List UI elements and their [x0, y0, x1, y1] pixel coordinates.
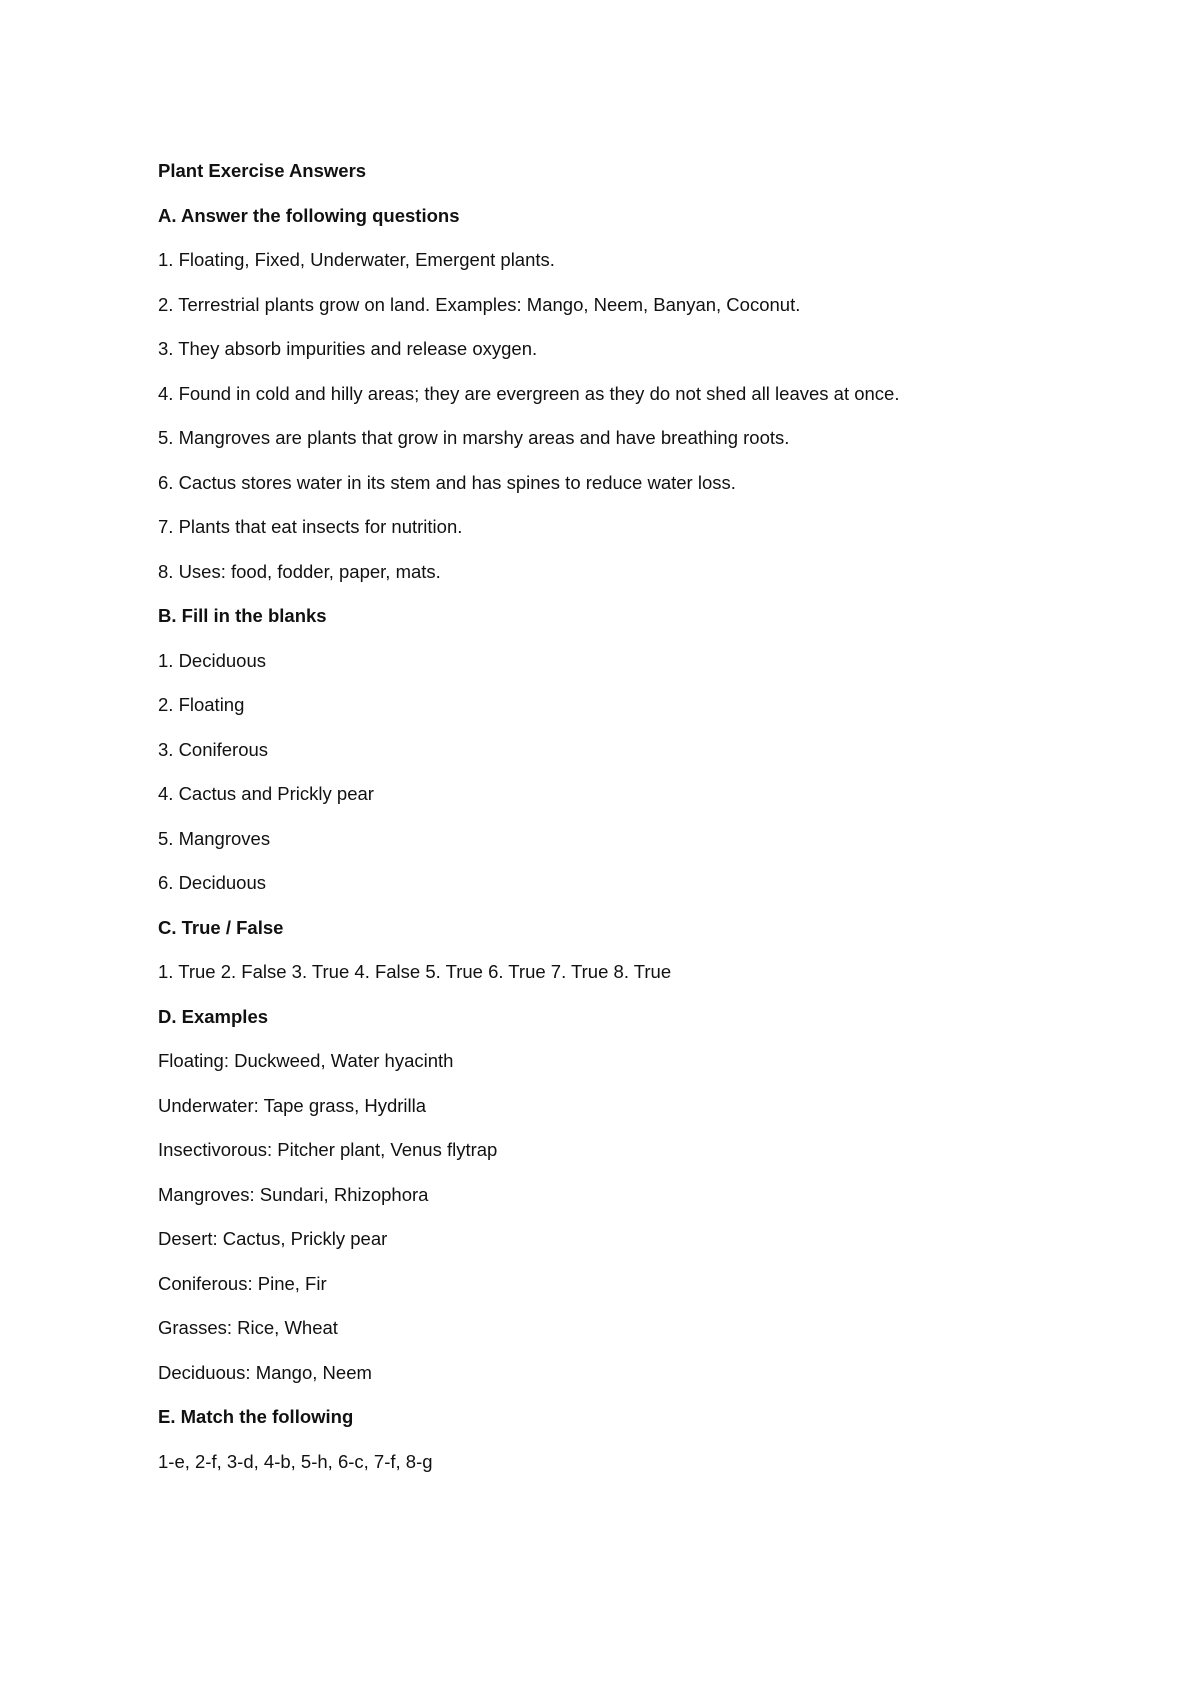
section-a-answer-6: 6. Cactus stores water in its stem and has spines to reduce water loss.: [158, 471, 736, 493]
section-b-answer-5: 5. Mangroves: [158, 827, 271, 849]
section-b-heading: B. Fill in the blanks: [158, 605, 327, 626]
section-a-answer-8: 8. Uses: food, fodder, paper, mats.: [158, 560, 441, 582]
section-e-answers: 1-e, 2-f, 3-d, 4-b, 5-h, 6-c, 7-f, 8-g: [158, 1450, 433, 1472]
section-e-heading: E. Match the following: [158, 1406, 354, 1427]
section-a-heading: A. Answer the following questions: [158, 204, 460, 226]
section-b-answer-4: 4. Cactus and Prickly pear: [158, 783, 374, 804]
section-c-heading: C. True / False: [158, 916, 284, 938]
section-d-example-5: Desert: Cactus, Prickly pear: [158, 1228, 388, 1249]
section-d-example-1: Floating: Duckweed, Water hyacinth: [158, 1050, 454, 1071]
section-b-answer-6: 6. Deciduous: [158, 872, 266, 893]
section-d-example-8: Deciduous: Mango, Neem: [158, 1361, 372, 1383]
page-title: Plant Exercise Answers: [158, 160, 367, 181]
section-a-answer-1: 1. Floating, Fixed, Underwater, Emergent plants.: [158, 249, 555, 270]
section-d-example-6: Coniferous: Pine, Fir: [158, 1272, 327, 1294]
section-b-answer-1: 1. Deciduous: [158, 649, 266, 671]
section-a-answer-2: 2. Terrestrial plants grow on land. Examples: Mango, Neem, Banyan, Coconut.: [158, 293, 801, 315]
section-b-answer-3: 3. Coniferous: [158, 738, 269, 760]
section-d-example-4: Mangroves: Sundari, Rhizophora: [158, 1183, 429, 1205]
document-body: [158, 158, 1058, 1493]
section-d-heading: D. Examples: [158, 1005, 269, 1027]
section-b-answer-2: 2. Floating: [158, 694, 245, 715]
section-a-answer-5: 5. Mangroves are plants that grow in marshy areas and have breathing roots.: [158, 427, 790, 448]
section-a-answer-7: 7. Plants that eat insects for nutrition.: [158, 516, 463, 537]
section-d-example-2: Underwater: Tape grass, Hydrilla: [158, 1094, 427, 1116]
section-a-answer-4: 4. Found in cold and hilly areas; they are evergreen as they do not shed all leaves at once.: [158, 382, 900, 404]
section-a-answer-3: 3. They absorb impurities and release oxygen.: [158, 338, 538, 359]
section-c-answers: 1. True 2. False 3. True 4. False 5. True 6. True 7. True 8. True: [158, 961, 672, 982]
section-d-example-3: Insectivorous: Pitcher plant, Venus flytrap: [158, 1139, 498, 1160]
section-d-example-7: Grasses: Rice, Wheat: [158, 1317, 338, 1338]
